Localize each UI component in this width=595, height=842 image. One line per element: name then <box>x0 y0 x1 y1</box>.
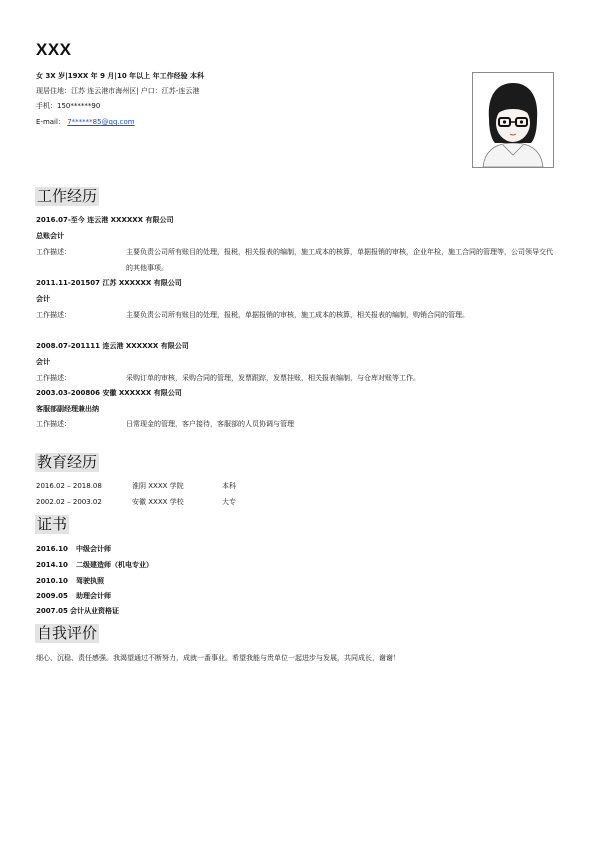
phone-line: 手机：150******90 <box>36 102 101 110</box>
cert-date: 2016.10 <box>36 545 68 553</box>
section-title-education: 教育经历 <box>37 453 98 471</box>
work-desc: 主要负责公司所有账目的处理，报税，相关报表的编制，施工成本的核算，单据报销的审核，企业年检，施工合同的管理等，公司领导交代的其他事项。 <box>126 248 553 272</box>
profile-photo <box>472 72 554 168</box>
work-position: 客服部副经理兼出纳 <box>36 405 99 413</box>
work-desc-label: 工作描述： <box>36 248 71 256</box>
cert-name: 助理会计师 <box>76 592 111 600</box>
work-period-company: 2003.03-200806 安徽 XXXXXX 有限公司 <box>36 389 182 397</box>
email-line <box>36 118 135 127</box>
edu-degree: 大专 <box>222 498 236 506</box>
cert-date: 2009.05 <box>36 592 68 600</box>
work-position: 总账会计 <box>36 232 64 240</box>
cert-name: 中级会计师 <box>76 545 111 553</box>
email-label: E-mail： <box>36 118 65 126</box>
edu-school: 淮阴 XXXX 学院 <box>132 482 184 490</box>
edu-school: 安徽 XXXX 学校 <box>132 498 184 506</box>
work-desc-label: 工作描述： <box>36 420 71 428</box>
section-title-self-evaluation: 自我评价 <box>37 624 98 642</box>
cert-name: 二级建造师（机电专业） <box>76 561 153 569</box>
work-period-company: 2008.07-201111 连云港 XXXXXX 有限公司 <box>36 342 189 350</box>
work-desc: 采购订单的审核，采购合同的管理，发票跟踪，发票挂账，相关报表编制，与仓库对账等工作。 <box>126 374 420 382</box>
candidate-name: XXX <box>36 40 72 59</box>
edu-degree: 本科 <box>222 482 236 490</box>
section-title-work: 工作经历 <box>37 187 98 205</box>
basic-info-line: 女 3X 岁|19XX 年 9 月|10 年以上 年工作经验 本科 <box>36 72 205 80</box>
work-desc-label: 工作描述： <box>36 374 71 382</box>
cert-date: 2010.10 <box>36 577 68 585</box>
cert-name: 会计从业资格证 <box>70 607 119 615</box>
cert-name: 驾驶执照 <box>76 577 104 585</box>
portrait-illustration <box>473 73 553 167</box>
section-title-certificates: 证书 <box>37 515 68 533</box>
email-link[interactable]: 7******85@qq.com <box>67 118 135 126</box>
self-evaluation-text: 细心、沉稳、责任感强。我渴望通过不断努力，成就一番事业。希望我能与贵单位一起进步与发展，共同成长，谢谢！ <box>36 654 400 662</box>
work-period-company: 2011.11-201507 江苏 XXXXXX 有限公司 <box>36 279 182 287</box>
edu-period: 2016.02 – 2018.08 <box>36 482 102 490</box>
edu-period: 2002.02 – 2003.02 <box>36 498 102 506</box>
cert-date: 2007.05 <box>36 607 68 615</box>
work-desc-label: 工作描述： <box>36 311 71 319</box>
address-line: 现居住地：江苏 连云港市海州区| 户口：江苏-连云港 <box>36 87 200 95</box>
work-desc: 主要负责公司所有账目的处理，报税，单据报销的审核，施工成本的核算，相关报表的编制，购销合同的管理。 <box>126 311 469 319</box>
cert-date: 2014.10 <box>36 561 68 569</box>
work-position: 会计 <box>36 295 50 303</box>
work-desc: 日常现金的管理，客户接待，客服部的人员协调与管理 <box>126 420 294 428</box>
work-position: 会计 <box>36 358 50 366</box>
work-period-company: 2016.07-至今 连云港 XXXXXX 有限公司 <box>36 216 174 224</box>
